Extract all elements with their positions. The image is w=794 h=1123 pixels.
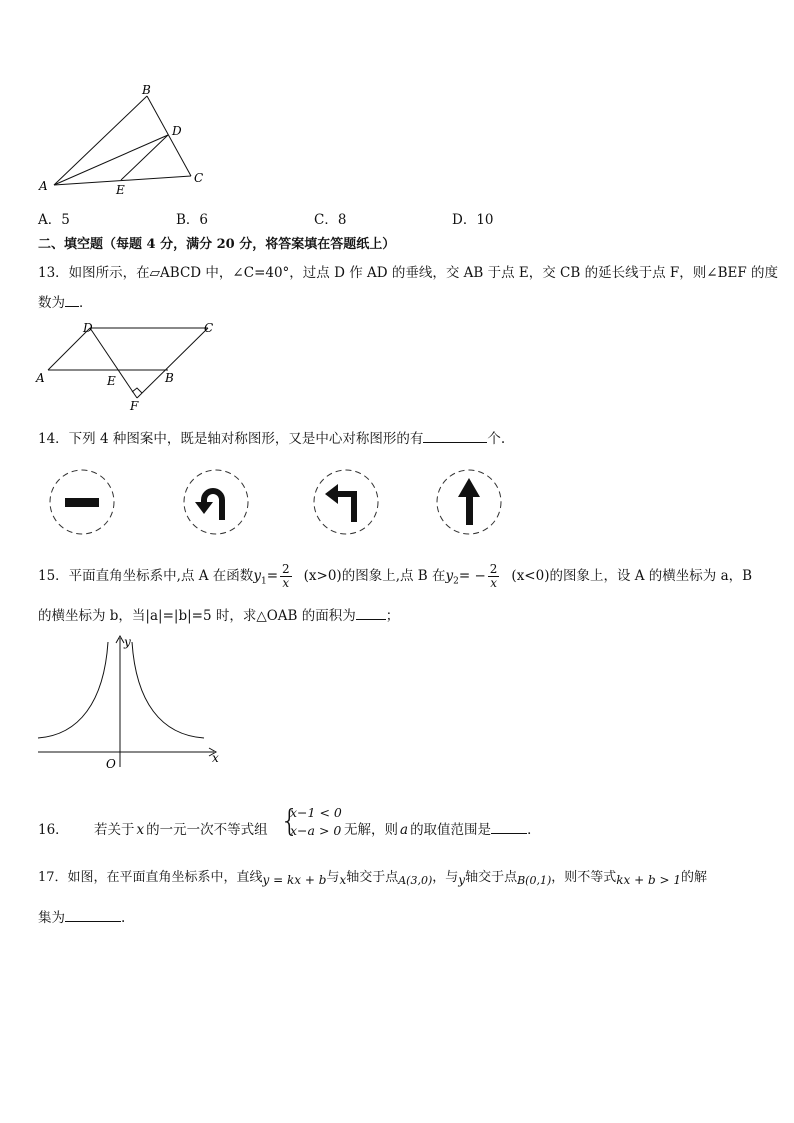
q17-answer-blank[interactable] bbox=[65, 908, 121, 922]
q15-line2-post: ； bbox=[385, 608, 400, 624]
q16-tail bbox=[344, 818, 541, 838]
graph-x-label: x bbox=[212, 751, 219, 765]
q14-text-pre: 14．下列 4 种图案中，既是轴对称图形，又是中心对称图形的有 bbox=[38, 431, 424, 447]
label-C: C bbox=[204, 321, 214, 335]
q17-text-line2 bbox=[38, 906, 125, 926]
label-E: E bbox=[107, 374, 116, 388]
q17-t6: ，则不等式 bbox=[551, 870, 617, 885]
q16-var-x: x bbox=[136, 822, 145, 838]
q13-parallelogram-figure bbox=[34, 318, 224, 414]
q17-text-line1 bbox=[38, 866, 707, 885]
q15-fraction-1 bbox=[280, 563, 292, 590]
q15-text-line2 bbox=[38, 604, 399, 624]
q15-fraction-2 bbox=[488, 563, 500, 590]
q17-t1: 17．如图，在平面直角坐标系中，直线 bbox=[38, 870, 263, 885]
q16-system bbox=[290, 804, 342, 840]
q15-sub2: 2 bbox=[453, 576, 459, 587]
q15-cond1: (x>0)的图象上,点 B 在 bbox=[303, 568, 446, 584]
q16-post-b: 的取值范围是 bbox=[410, 822, 492, 838]
q15-pre: 15．平面直角坐标系中,点 A 在函数 bbox=[38, 568, 254, 584]
q17-f2: x bbox=[339, 873, 347, 887]
q15-sub1: 1 bbox=[260, 576, 267, 587]
q17-line2-pre: 集为 bbox=[38, 910, 65, 926]
q16-ineq1: x−1 < 0 bbox=[290, 805, 342, 820]
label-E: E bbox=[116, 183, 125, 197]
q17-f5: B(0,1) bbox=[517, 874, 552, 887]
q12-option-b[interactable]: B．6 bbox=[176, 212, 209, 228]
q17-t2: 与 bbox=[326, 870, 340, 885]
q13-text-line2 bbox=[38, 291, 93, 311]
q16-post-a: 无解，则 bbox=[344, 822, 398, 838]
q15-line2-pre: 的横坐标为 b，当|a|=|b|=5 时，求△OAB 的面积为 bbox=[38, 608, 356, 624]
left-turn-sign-icon bbox=[312, 468, 380, 536]
q17-line2-post: . bbox=[121, 910, 126, 926]
q13-line2-pre: 数为 bbox=[38, 295, 65, 311]
q16-ineq2: x−a > 0 bbox=[290, 823, 342, 838]
q16-brace: { bbox=[280, 804, 300, 839]
q17-t7: 的解 bbox=[681, 870, 708, 885]
q12-triangle-figure bbox=[34, 82, 214, 200]
q17-f3: A(3,0) bbox=[398, 874, 433, 887]
q12-option-a[interactable]: A．5 bbox=[38, 212, 70, 228]
q17-f4: y bbox=[458, 873, 466, 887]
graph-origin-label: O bbox=[106, 757, 116, 771]
q16-pre: 若关于 bbox=[94, 822, 135, 838]
label-D: D bbox=[83, 321, 93, 335]
q17-t3: 轴交于点 bbox=[346, 870, 399, 885]
q17-t4: ，与 bbox=[432, 870, 459, 885]
q12-option-c[interactable]: C．8 bbox=[314, 212, 347, 228]
label-A: A bbox=[39, 179, 48, 193]
q14-text bbox=[38, 427, 505, 447]
q15-frac2-den: x bbox=[490, 576, 497, 590]
u-turn-sign-icon bbox=[182, 468, 250, 536]
q15-y1: y bbox=[253, 568, 261, 584]
q16-answer-blank[interactable] bbox=[491, 820, 527, 834]
section-heading: 二、填空题（每题 4 分，满分 20 分，将答案填在答题纸上） bbox=[38, 237, 396, 252]
q15-answer-blank[interactable] bbox=[356, 606, 386, 620]
q15-frac1-num: 2 bbox=[282, 562, 290, 576]
label-A: A bbox=[36, 371, 45, 385]
q15-eq2: = − bbox=[458, 568, 486, 584]
q16-number: 16． bbox=[38, 822, 69, 838]
q16-var-a: a bbox=[400, 822, 409, 838]
q15-frac2-num: 2 bbox=[489, 562, 498, 576]
label-F: F bbox=[130, 399, 139, 413]
q15-cond2: (x<0)的图象上，设 A 的横坐标为 a，B bbox=[511, 568, 753, 584]
straight-ahead-sign-icon bbox=[435, 468, 503, 536]
q17-t5: 轴交于点 bbox=[465, 870, 518, 885]
label-D: D bbox=[172, 124, 182, 138]
q13-text-line1: 13．如图所示，在▱ABCD 中，∠C=40°，过点 D 作 AD 的垂线，交 AB 于点 E，交 CB 的延长线于点 F，则∠BEF 的度 bbox=[38, 265, 779, 281]
q15-text-line1 bbox=[38, 562, 752, 598]
q15-eq1: = bbox=[266, 568, 278, 584]
label-B: B bbox=[142, 83, 151, 97]
q16-mid: 的一元一次不等式组 bbox=[146, 822, 268, 838]
q13-answer-blank[interactable] bbox=[65, 293, 79, 307]
q13-line2-post: ． bbox=[79, 295, 93, 311]
q15-y2: y bbox=[445, 568, 454, 584]
q14-text-post: 个. bbox=[487, 431, 506, 447]
q15-frac1-den: x bbox=[282, 576, 290, 590]
graph-y-label: y bbox=[124, 635, 131, 649]
label-C: C bbox=[194, 171, 204, 185]
q14-answer-blank[interactable] bbox=[423, 429, 487, 443]
no-entry-sign-icon bbox=[48, 468, 116, 536]
q16-end: ． bbox=[527, 822, 541, 838]
q15-hyperbola-graph bbox=[34, 632, 234, 772]
q16-body bbox=[94, 818, 268, 838]
q17-f6: kx + b > 1 bbox=[616, 873, 681, 887]
q17-f1: y = kx + b bbox=[262, 873, 327, 887]
label-B: B bbox=[165, 371, 174, 385]
q12-option-d[interactable]: D．10 bbox=[452, 212, 494, 228]
